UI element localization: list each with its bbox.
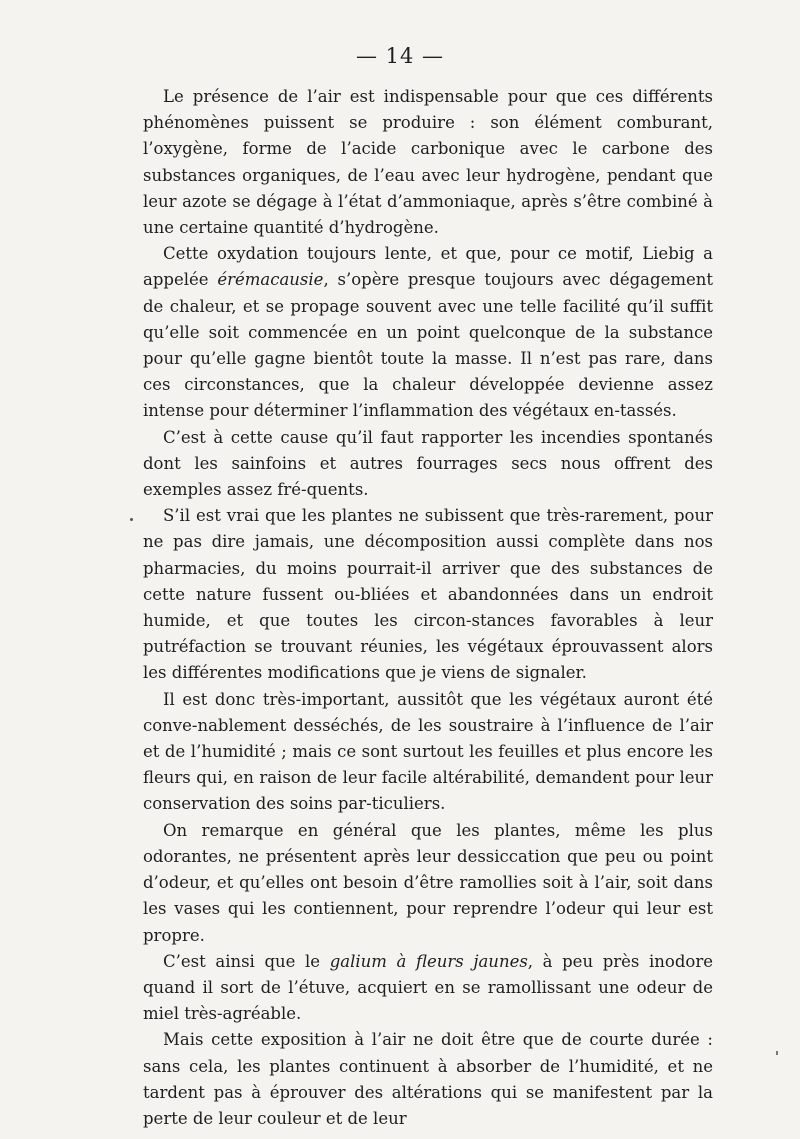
paragraph: On remarque en général que les plantes, même les plus odorantes, ne présentent après leur dessiccation que peu ou point d’odeur, et qu’elles ont besoin d’être ramollies soit à l’air, soit dans les vases qui les contiennent, pour reprendre l’odeur qui leur est propre. xyxy=(143,820,713,945)
paragraph: Le présence de l’air est indispensable pour que ces différents phénomènes puissent se produire : son élément comburant, l’oxygène, forme de l’acide carbonique avec le carbone des substances organiques, de l’eau avec leur hydrogène, pendant que leur azote se dégage à l’état d’ammoniaque, après s’être combiné à une certaine quantité d’hydrogène. xyxy=(143,87,713,238)
italic-term: érémacausie xyxy=(217,270,324,290)
paragraph: C’est à cette cause qu’il faut rapporter les incendies spontanés dont les sainfoins et autres fourrages secs nous offrent des exemples assez fré-quents. xyxy=(143,427,713,500)
paragraph: S’il est vrai que les plantes ne subissent que très-rarement, pour ne pas dire jamais, une décomposition aussi complète dans nos pharmacies, du moins pourrait-il arriver que des substances de cette nature fussent ou-bliées et abandonnées dans un endroit humide, et que toutes les circon-stances favorables à leur putréfaction se trouvant réunies, les végétaux éprouvassent alors les différentes modifications que je viens de signaler. xyxy=(143,506,713,683)
italic-term: galium à fleurs jaunes xyxy=(329,951,528,971)
paragraph: Il est donc très-important, aussitôt que les végétaux auront été conve-nablement desséchés, de les soustraire à l’influence de l’air et de l’humidité ; mais ce sont surtout les feuilles et plus encore les fleurs qui, en raison de leur facile altérabilité, demandent pour leur conservation des soins par-ticuliers. xyxy=(143,689,713,814)
paragraph: Cette oxydation toujours lente, et que, pour ce motif, Liebig a appelée érémacausie, s’opère presque toujours avec dégagement de chaleur, et se propage souvent avec une telle facilité qu’il suffit qu’elle soit commencée en un point quelconque de la substance pour qu’elle gagne bientôt toute la masse. Il n’est pas rare, dans ces circonstances, que la chaleur développée devienne assez intense pour déterminer l’inflammation des végétaux en-tassés. xyxy=(143,244,713,421)
paragraph: C’est ainsi que le galium à fleurs jaunes, à peu près inodore quand il sort de l’étuve, acquiert en se ramollissant une odeur de miel très-agréable. xyxy=(143,951,713,1024)
paragraph: Mais cette exposition à l’air ne doit être que de courte durée : sans cela, les plantes continuent à absorber de l’humidité, et ne tardent pas à éprouver des altérations qui se manifestent par la perte de leur couleur et de leur xyxy=(143,1030,713,1128)
margin-mark xyxy=(776,1051,778,1055)
body-text xyxy=(143,84,713,1132)
margin-mark xyxy=(130,518,133,521)
page-number: — 14 — xyxy=(355,44,445,68)
